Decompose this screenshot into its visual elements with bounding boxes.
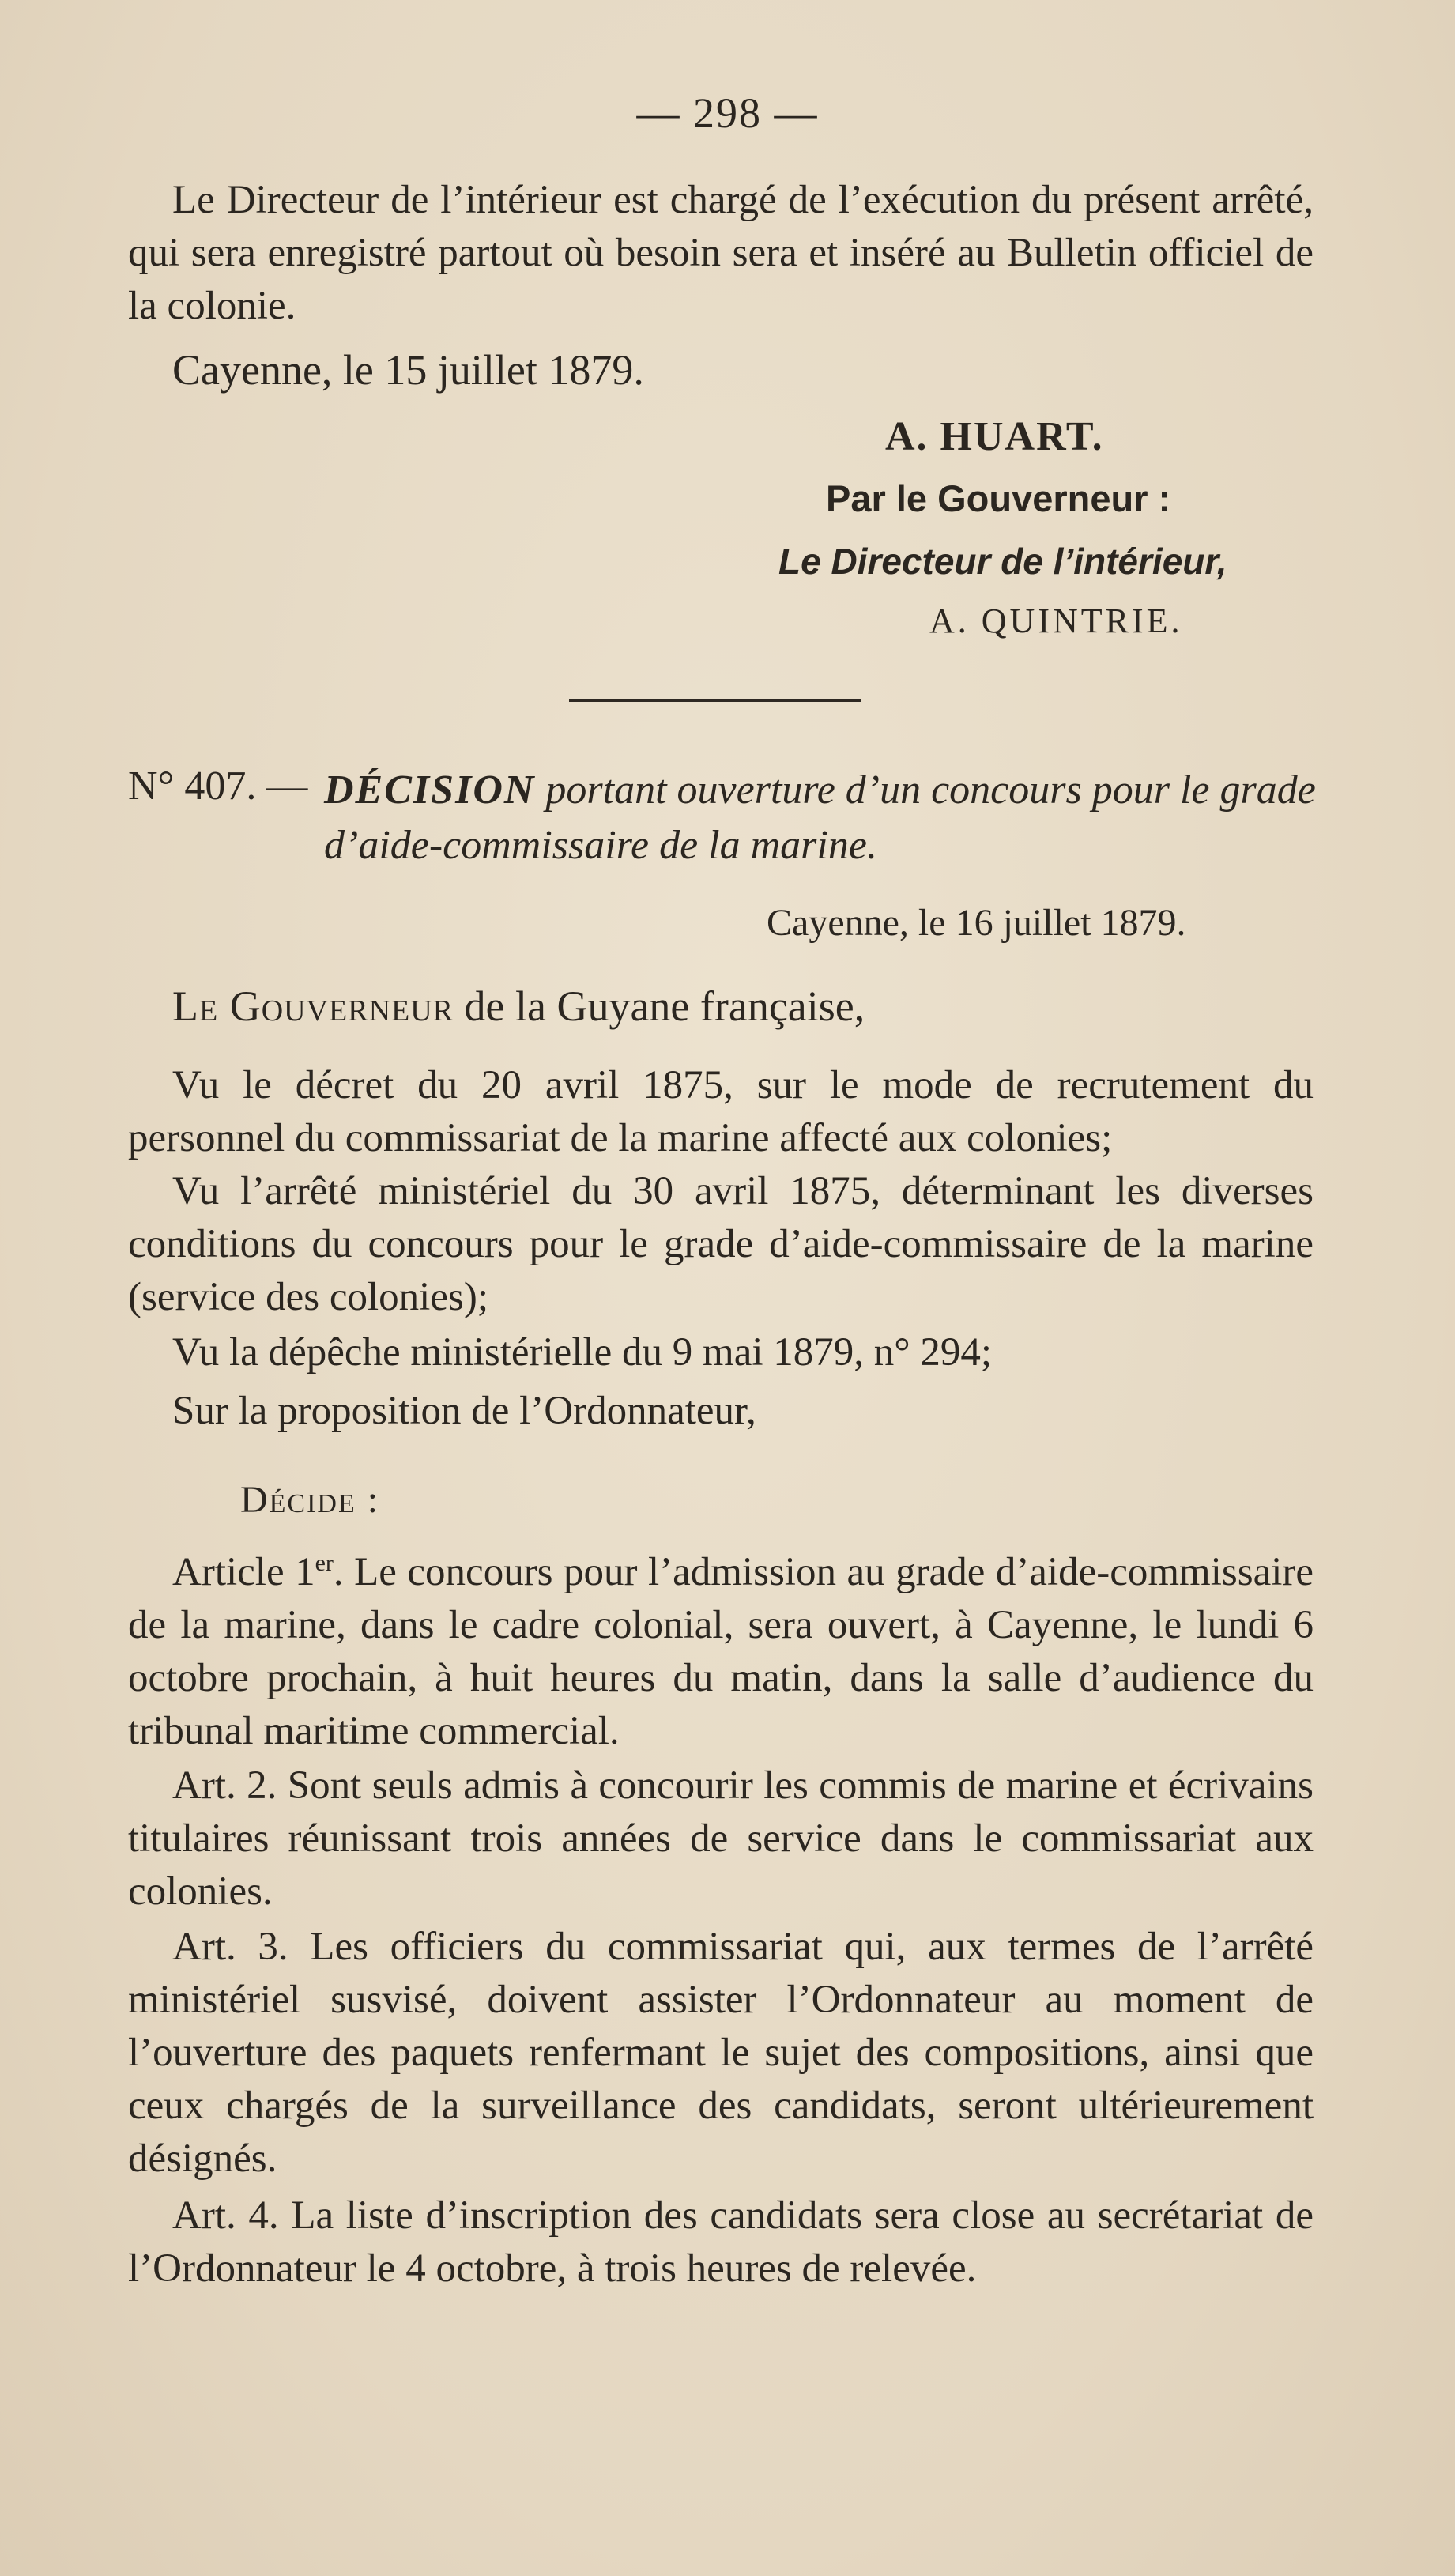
- article-1: [128, 1546, 1314, 1758]
- consideration-1: Vu le décret du 20 avril 1875, sur le mode de recrutement du personnel du commissariat de la marine affecté aux colonies;: [128, 1063, 1314, 1160]
- closing-paragraph: Le Directeur de l’intérieur est chargé de l’exécution du présent arrêté, qui sera enregistré partout où besoin sera et inséré au Bulletin officiel de la colonie.: [128, 178, 1314, 328]
- decide-heading: Décide :: [240, 1479, 380, 1521]
- consideration-3: Vu la dépêche ministérielle du 9 mai 1879, n° 294;: [172, 1330, 993, 1375]
- signature-role: Le Directeur de l’intérieur,: [778, 541, 1227, 582]
- signature-par-le-gouverneur: Par le Gouverneur :: [826, 477, 1171, 519]
- decision-title-keyword: DÉCISION: [324, 768, 536, 813]
- signature-name: A. HUART.: [885, 414, 1104, 459]
- consideration-4: Sur la proposition de l’Ordonnateur,: [172, 1389, 756, 1433]
- article-1-superscript: er: [315, 1550, 334, 1576]
- decision-title-rest: portant ouverture d’un concours pour le grade d’aide-commissaire de la marine.: [324, 768, 1316, 868]
- preamble-authority: Le Gouverneur: [172, 983, 454, 1030]
- decision-preamble: [172, 982, 865, 1031]
- decision-number: [128, 763, 307, 809]
- page-number: — 298 —: [636, 89, 819, 137]
- article-1-label: Article 1: [172, 1550, 315, 1594]
- consideration-2: Vu l’arrêté ministériel du 30 avril 1875, déterminant les diverses conditions du concours pour le grade d’aide-commissaire de la marine (service des colonies);: [128, 1169, 1314, 1319]
- section-divider: [569, 699, 861, 702]
- article-2: Art. 2. Sont seuls admis à concourir les commis de marine et écrivains titulaires réunissant trois années de service dans le commissariat aux colonies.: [128, 1763, 1314, 1914]
- article-1-text: . Le concours pour l’admission au grade d’aide-commissaire de la marine, dans le cadre colonial, sera ouvert, à Cayenne, le lundi 6 octobre prochain, à huit heures du matin, dans la salle d’audience du tribunal maritime commercial.: [128, 1550, 1314, 1753]
- article-4: Art. 4. La liste d’inscription des candidats sera close au secrétariat de l’Ordonnateur le 4 octobre, à trois heures de relevée.: [128, 2193, 1314, 2291]
- signature-name-second: A. QUINTRIE.: [929, 602, 1183, 640]
- preamble-rest: de la Guyane française,: [464, 983, 865, 1030]
- decision-number-label: N° 407.: [128, 764, 257, 809]
- decision-title: [324, 763, 1316, 873]
- closing-place-date: Cayenne, le 15 juillet 1879.: [172, 346, 644, 394]
- decision-dash: —: [266, 764, 308, 809]
- decision-place-date: Cayenne, le 16 juillet 1879.: [767, 902, 1186, 944]
- article-3: Art. 3. Les officiers du commissariat qui, aux termes de l’arrêté ministériel susvisé, doivent assister l’Ordonnateur au moment de l’ouverture des paquets renfermant le sujet des compositions, ainsi que ceux chargés de la surveillance des candidats, seront ultérieurement désignés.: [128, 1925, 1314, 2181]
